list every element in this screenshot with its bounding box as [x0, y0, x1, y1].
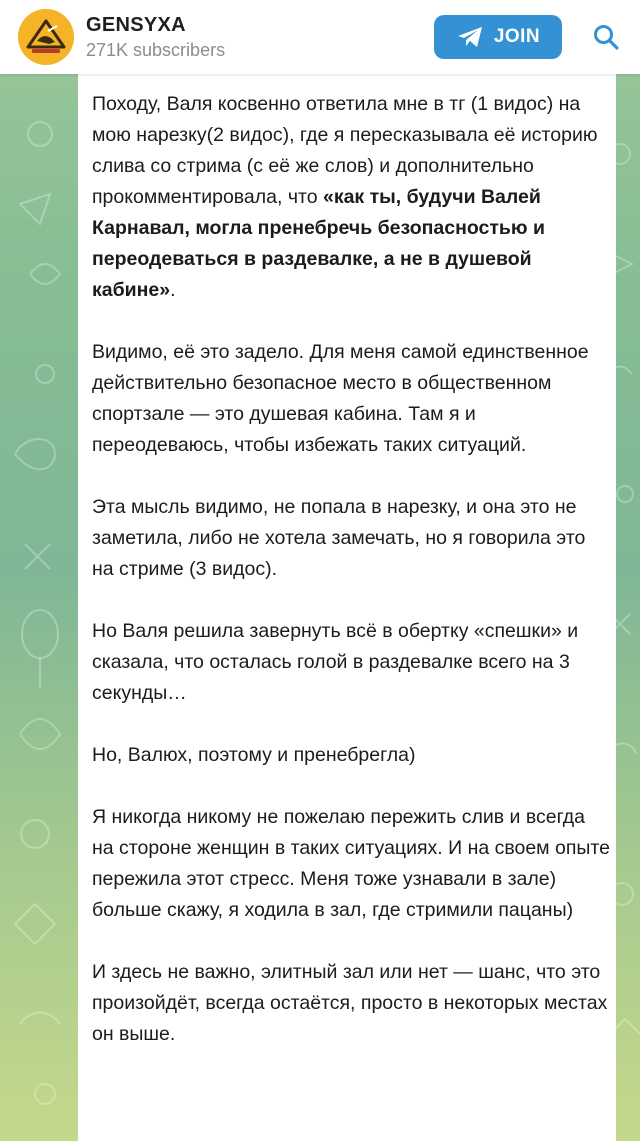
search-button[interactable]: [586, 20, 626, 54]
message-bubble[interactable]: [78, 74, 616, 1141]
channel-avatar[interactable]: [18, 9, 74, 65]
message-paragraph-2: Видимо, её это задело. Для меня самой единственное действительно безопасное место в общественном спортзале — это душевая кабина. Там я и переодеваюсь, чтобы избежать таких ситуаций.: [92, 341, 589, 456]
message-paragraph-7: И здесь не важно, элитный зал или нет — шанс, что это произойдёт, всегда остаётся, просто в некоторых местах он выше.: [92, 961, 608, 1045]
bold-quote: «как ты, будучи Валей Карнавал, могла пренебречь безопасностью и переодеваться в раздевалке, а не в душевой кабине»: [92, 186, 545, 301]
message-text: [92, 89, 610, 1081]
paragraph-text: Походу, Валя косвенно ответила мне в тг (1 видос) на мою нарезку(2 видос), где я пересказывала её историю слива со стрима (с её же слов) и дополнительно прокомментировала, что: [92, 93, 598, 208]
telegram-plane-icon: [456, 25, 484, 49]
join-button-label: JOIN: [493, 26, 541, 47]
subscriber-count: 271K subscribers: [86, 40, 226, 60]
message-paragraph-1: [92, 89, 610, 306]
search-icon: [592, 23, 620, 51]
channel-header: [0, 0, 640, 74]
message-paragraph-5: Но, Валюх, поэтому и пренебрегла): [92, 744, 416, 766]
message-paragraph-3: Эта мысль видимо, не попала в нарезку, и она это не заметила, либо не хотела замечать, но я говорила это на стриме (3 видос).: [92, 496, 586, 580]
paragraph-text: .: [170, 279, 176, 301]
join-button[interactable]: [434, 15, 562, 59]
channel-title[interactable]: GENSYXA: [86, 14, 186, 36]
hand-with-knife-logo-icon: [18, 9, 74, 65]
message-paragraph-4: Но Валя решила завернуть всё в обертку «спешки» и сказала, что осталась голой в раздевалке всего на 3 секунды…: [92, 620, 579, 704]
message-paragraph-6: Я никогда никому не пожелаю пережить слив и всегда на стороне женщин в таких ситуациях. И на своем опыте пережила этот стресс. Меня тоже узнавали в зале) больше скажу, я ходила в зал, где стримили пацаны): [92, 806, 610, 921]
